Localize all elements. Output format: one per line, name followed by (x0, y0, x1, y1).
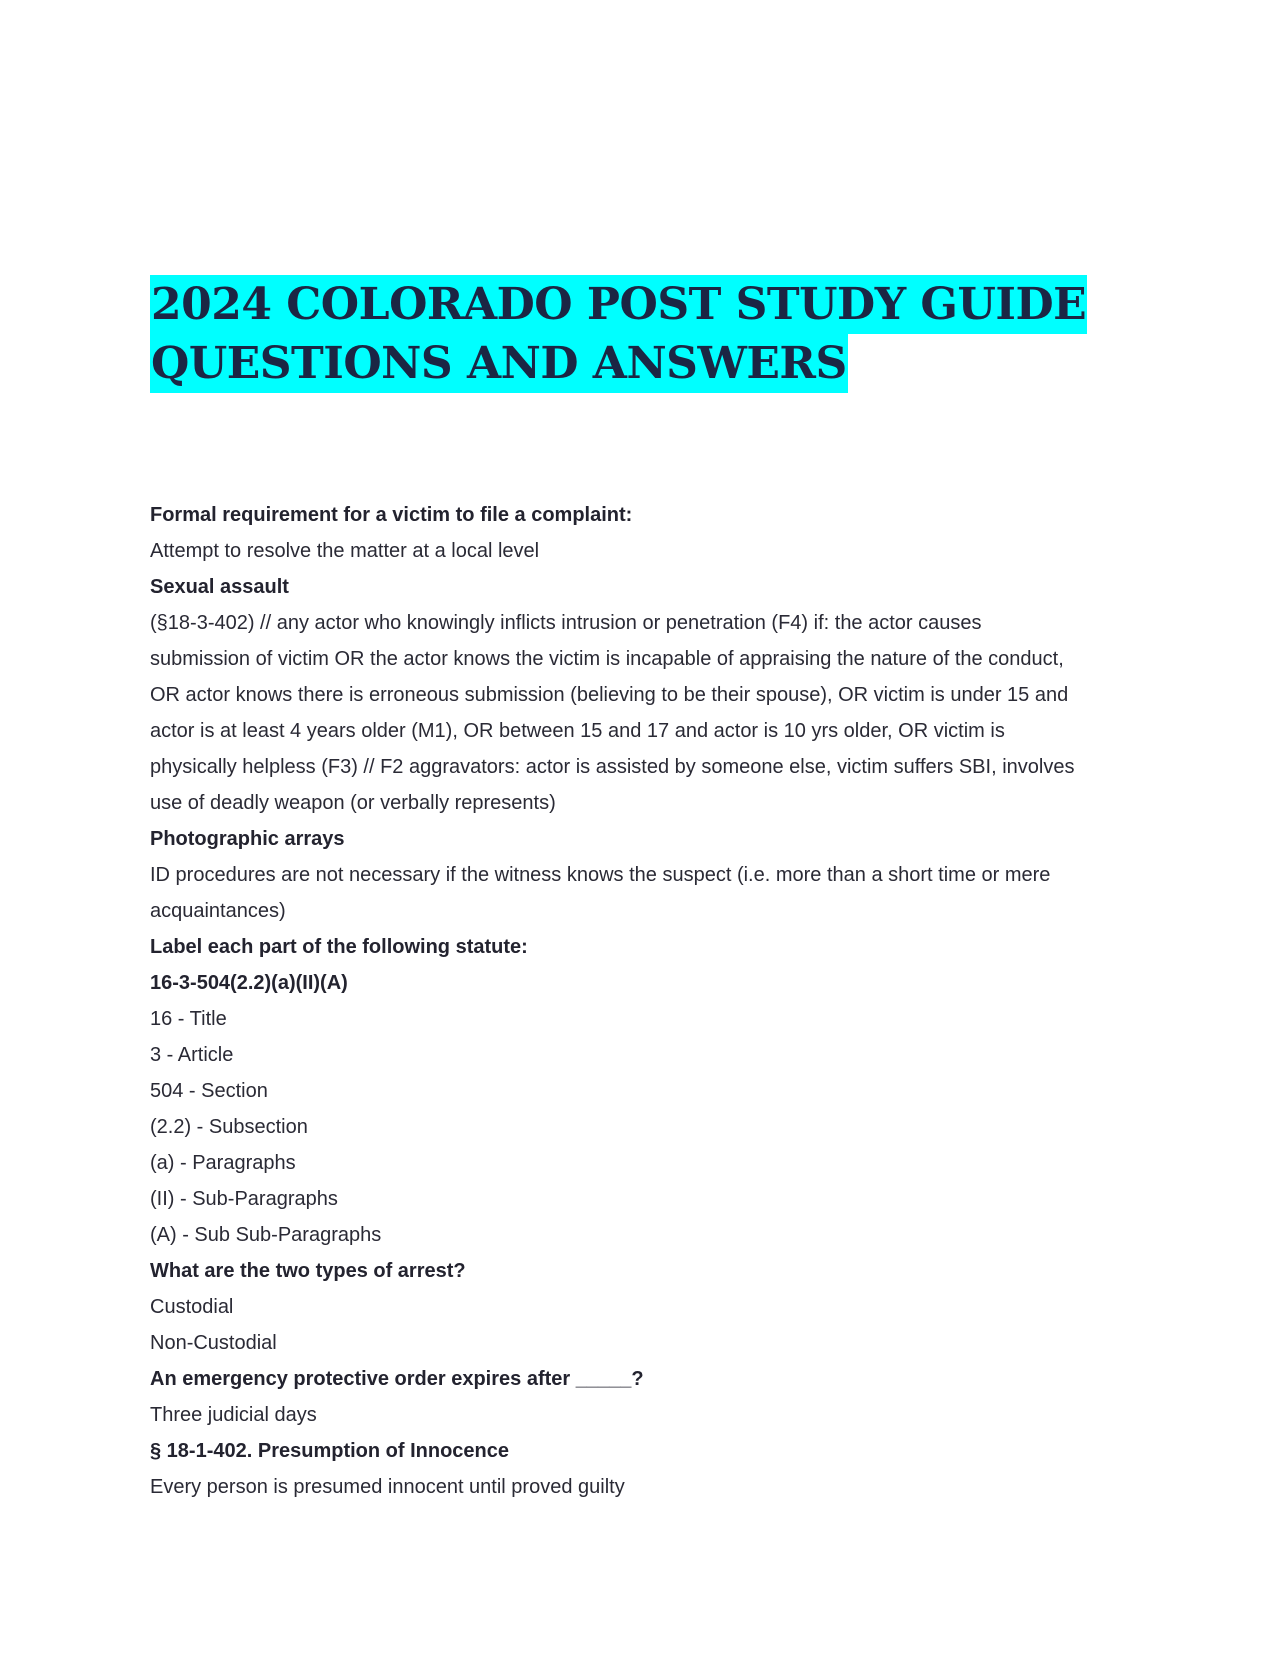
answer-text: (II) - Sub-Paragraphs (150, 1188, 338, 1210)
study-guide-content (150, 497, 1150, 1505)
answer-text: 3 - Article (150, 1044, 234, 1066)
answer-text: Three judicial days (150, 1404, 317, 1426)
question-heading: What are the two types of arrest? (150, 1260, 466, 1282)
answer-text: (a) - Paragraphs (150, 1152, 296, 1174)
question-heading: Photographic arrays (150, 828, 345, 850)
answer-text: submission of victim OR the actor knows the victim is incapable of appraising the nature of the conduct, (150, 648, 1064, 670)
answer-text: Every person is presumed innocent until proved guilty (150, 1476, 625, 1498)
title-line-2: QUESTIONS AND ANSWERS (150, 334, 848, 393)
answer-text: 16 - Title (150, 1008, 227, 1030)
answer-text: use of deadly weapon (or verbally represents) (150, 792, 556, 814)
answer-text: ID procedures are not necessary if the witness knows the suspect (i.e. more than a short time or mere (150, 864, 1051, 886)
question-heading: An emergency protective order expires after _____? (150, 1368, 644, 1390)
answer-text: (2.2) - Subsection (150, 1116, 308, 1138)
question-heading: Sexual assault (150, 576, 289, 598)
answer-text: 504 - Section (150, 1080, 268, 1102)
question-heading: Formal requirement for a victim to file a complaint: (150, 504, 633, 526)
answer-text: (§18-3-402) // any actor who knowingly inflicts intrusion or penetration (F4) if: the actor causes (150, 612, 982, 634)
answer-text: acquaintances) (150, 900, 286, 922)
answer-text: Non-Custodial (150, 1332, 277, 1354)
question-heading: Label each part of the following statute: (150, 936, 528, 958)
answer-text: Attempt to resolve the matter at a local level (150, 540, 540, 562)
document-title (150, 275, 1087, 393)
answer-text: OR actor knows there is erroneous submission (believing to be their spouse), OR victim is under 15 and (150, 684, 1069, 706)
title-line-1: 2024 COLORADO POST STUDY GUIDE (150, 275, 1087, 334)
answer-text: actor is at least 4 years older (M1), OR between 15 and 17 and actor is 10 yrs older, OR victim is (150, 720, 1005, 742)
question-heading: 16-3-504(2.2)(a)(II)(A) (150, 972, 348, 994)
answer-text: physically helpless (F3) // F2 aggravators: actor is assisted by someone else, victim suffers SBI, involves (150, 756, 1075, 778)
question-heading: § 18-1-402. Presumption of Innocence (150, 1440, 509, 1462)
answer-text: (A) - Sub Sub-Paragraphs (150, 1224, 382, 1246)
answer-text: Custodial (150, 1296, 234, 1318)
